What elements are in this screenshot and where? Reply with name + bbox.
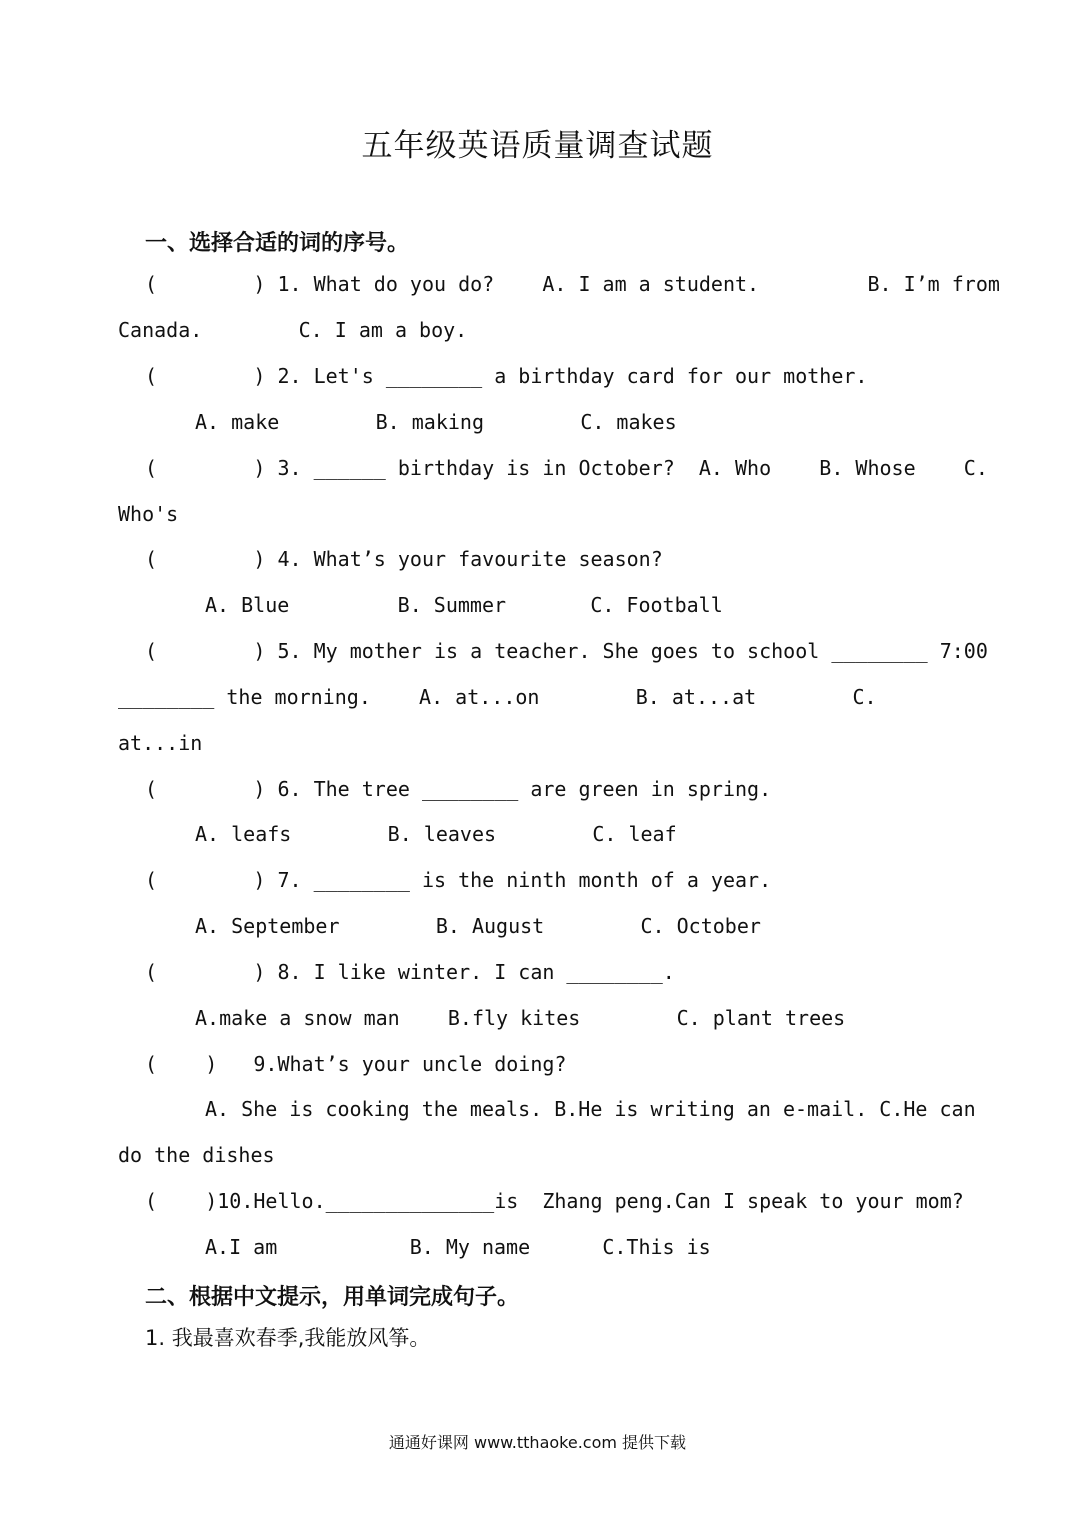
options-line: A. make B. making C. makes — [195, 410, 677, 434]
question-line: at...in — [118, 731, 203, 755]
section-heading-2: 二、根据中文提示，用单词完成句子。 — [145, 1285, 520, 1310]
question-line: ( ) 1. What do you do? A. I am a student. B. I’m from — [145, 272, 1000, 296]
question-line: Canada. C. I am a boy. — [118, 318, 468, 342]
options-line: A. Blue B. Summer C. Football — [205, 593, 723, 617]
page-title: 五年级英语质量调查试题 — [361, 128, 714, 164]
question-line: ( )10.Hello.______________is Zhang peng.Can I speak to your mom? — [145, 1189, 964, 1213]
question-line: ( ) 6. The tree ________ are green in spring. — [145, 777, 772, 801]
translation-item: 1. 我最喜欢春季,我能放风筝。 — [145, 1326, 431, 1350]
question-line: ( ) 8. I like winter. I can ________. — [145, 960, 675, 984]
options-line: A.I am B. My name C.This is — [205, 1235, 711, 1259]
options-line: A. September B. August C. October — [195, 914, 761, 938]
question-line: ________ the morning. A. at...on B. at...at C. — [118, 685, 877, 709]
footer-credit: 通通好课网 www.tthaoke.com 提供下载 — [388, 1433, 687, 1452]
options-line: A.make a snow man B.fly kites C. plant trees — [195, 1006, 846, 1030]
options-line: do the dishes — [118, 1143, 275, 1167]
question-line: ( ) 3. ______ birthday is in October? A. Who B. Whose C. — [145, 456, 988, 480]
question-line: ( ) 7. ________ is the ninth month of a year. — [145, 868, 772, 892]
question-line: ( ) 5. My mother is a teacher. She goes to school ________ 7:00 — [145, 639, 988, 663]
options-line: A. leafs B. leaves C. leaf — [195, 822, 677, 846]
question-line: Who's — [118, 502, 179, 526]
options-line: A. She is cooking the meals. B.He is writing an e-mail. C.He can — [205, 1097, 976, 1121]
question-line: ( ) 2. Let's ________ a birthday card for our mother. — [145, 364, 868, 388]
question-line: ( ) 9.What’s your uncle doing? — [145, 1052, 567, 1076]
question-line: ( ) 4. What’s your favourite season? — [145, 547, 663, 571]
section-heading-1: 一、选择合适的词的序号。 — [145, 231, 410, 256]
